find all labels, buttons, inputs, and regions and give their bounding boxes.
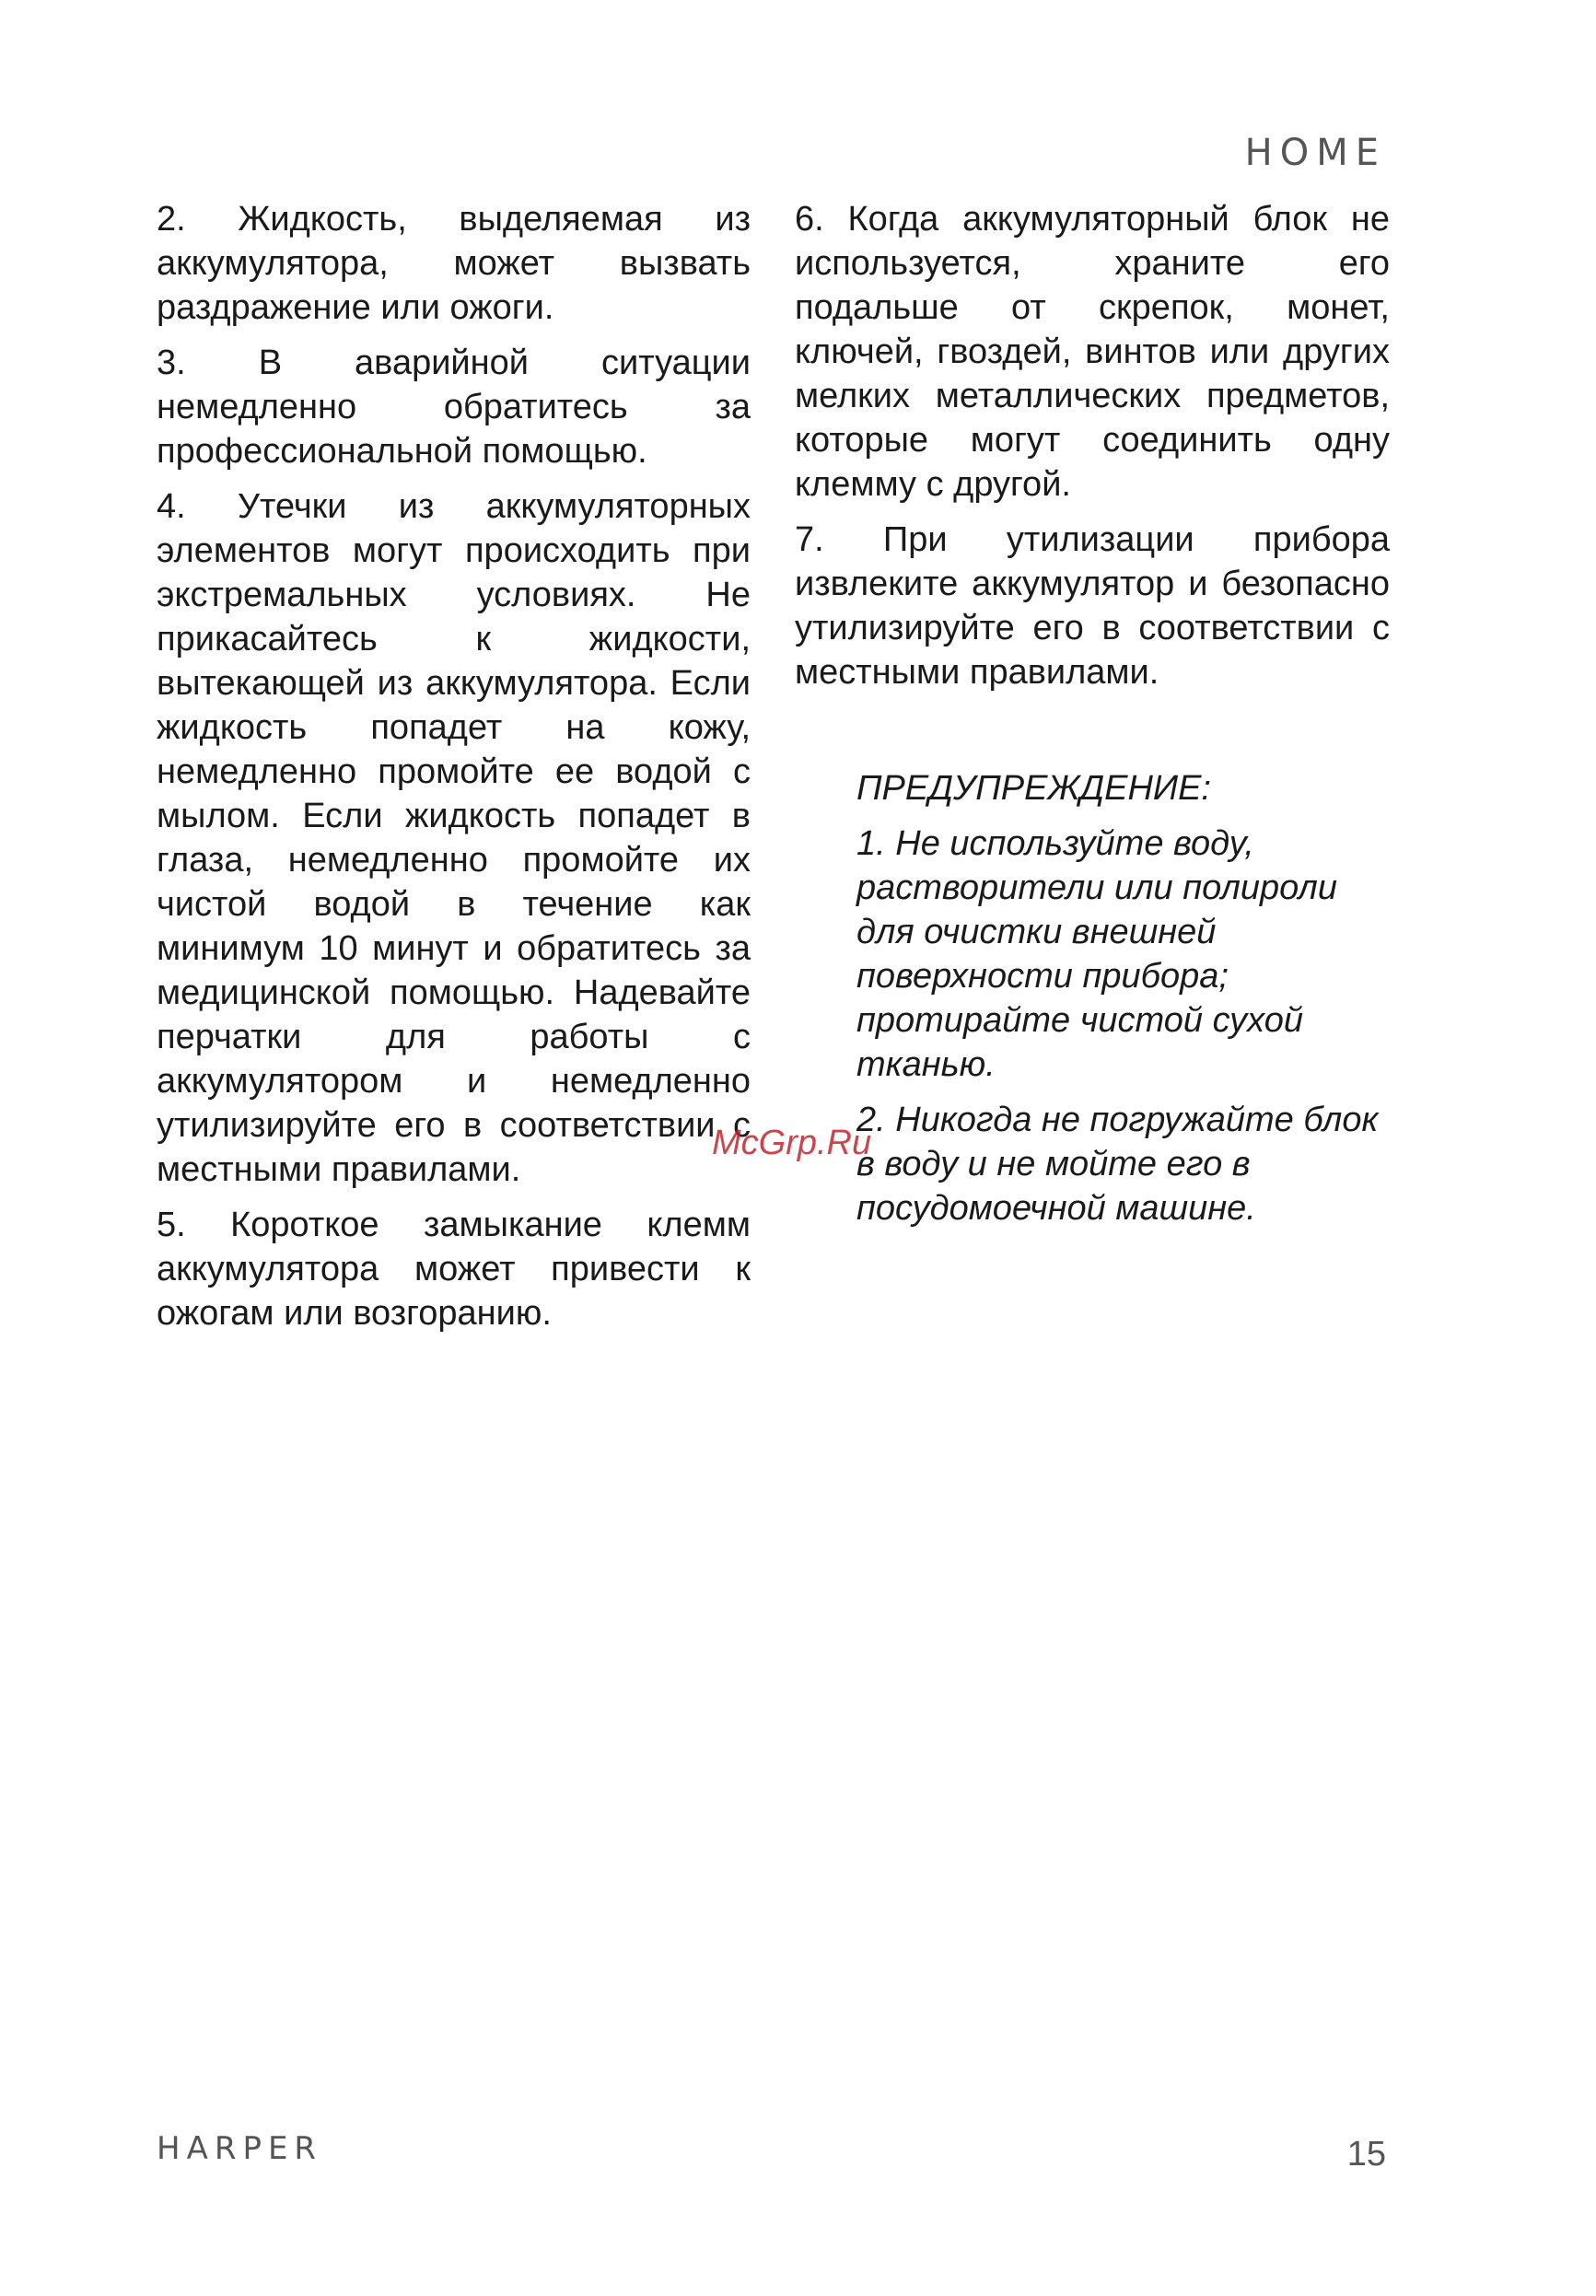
left-column	[157, 197, 751, 1346]
instruction-item-7: 7. При утилизации прибора извлеките аккумулятор и безопасно утилизируйте его в соответствии с местными правилами.	[795, 520, 1390, 692]
warning-block	[856, 766, 1391, 1241]
instruction-item-2: 2. Жидкость, выделяемая из аккумулятора, может вызвать раздражение или ожоги.	[157, 200, 751, 327]
harper-logo: HARPER	[157, 2130, 323, 2167]
right-column	[795, 197, 1390, 705]
warning-title: ПРЕДУПРЕЖДЕНИЕ:	[856, 769, 1211, 808]
home-brand-logo: HOME	[1244, 132, 1386, 174]
warning-item-2: 2. Никогда не погружайте блок в воду и не мойте его в посудомоечной машине.	[856, 1101, 1379, 1228]
instruction-item-3: 3. В аварийной ситуации немедленно обратитесь за профессиональной помощью.	[157, 344, 751, 471]
warning-item-1: 1. Не используйте воду, растворители или полироли для очистки внешней поверхности прибора; протирайте чистой сухой тканью.	[856, 824, 1337, 1084]
instruction-item-5: 5. Короткое замыкание клемм аккумулятора может привести к ожогам или возгоранию.	[157, 1206, 751, 1333]
page-number: 15	[1346, 2135, 1386, 2174]
watermark: McGrp.Ru	[712, 1124, 872, 1162]
instruction-item-4: 4. Утечки из аккумуляторных элементов могут происходить при экстремальных условиях. Не прикасайтесь к жидкости, вытекающей из аккумулятора. Если жидкость попадет на кожу, немедленно промойте ее водой с мылом. Если жидкость попадет в глаза, немедленно промойте их чистой водой в течение как минимум 10 минут и обратитесь за медицинской помощью. Надевайте перчатки для работы с аккумулятором и немедленно утилизируйте его в соответствии с местными правилами.	[157, 487, 751, 1189]
instruction-item-6: 6. Когда аккумуляторный блок не используется, храните его подальше от скрепок, монет, ключей, гвоздей, винтов или других мелких металлических предметов, которые могут соединить одну клемму с другой.	[795, 200, 1390, 504]
